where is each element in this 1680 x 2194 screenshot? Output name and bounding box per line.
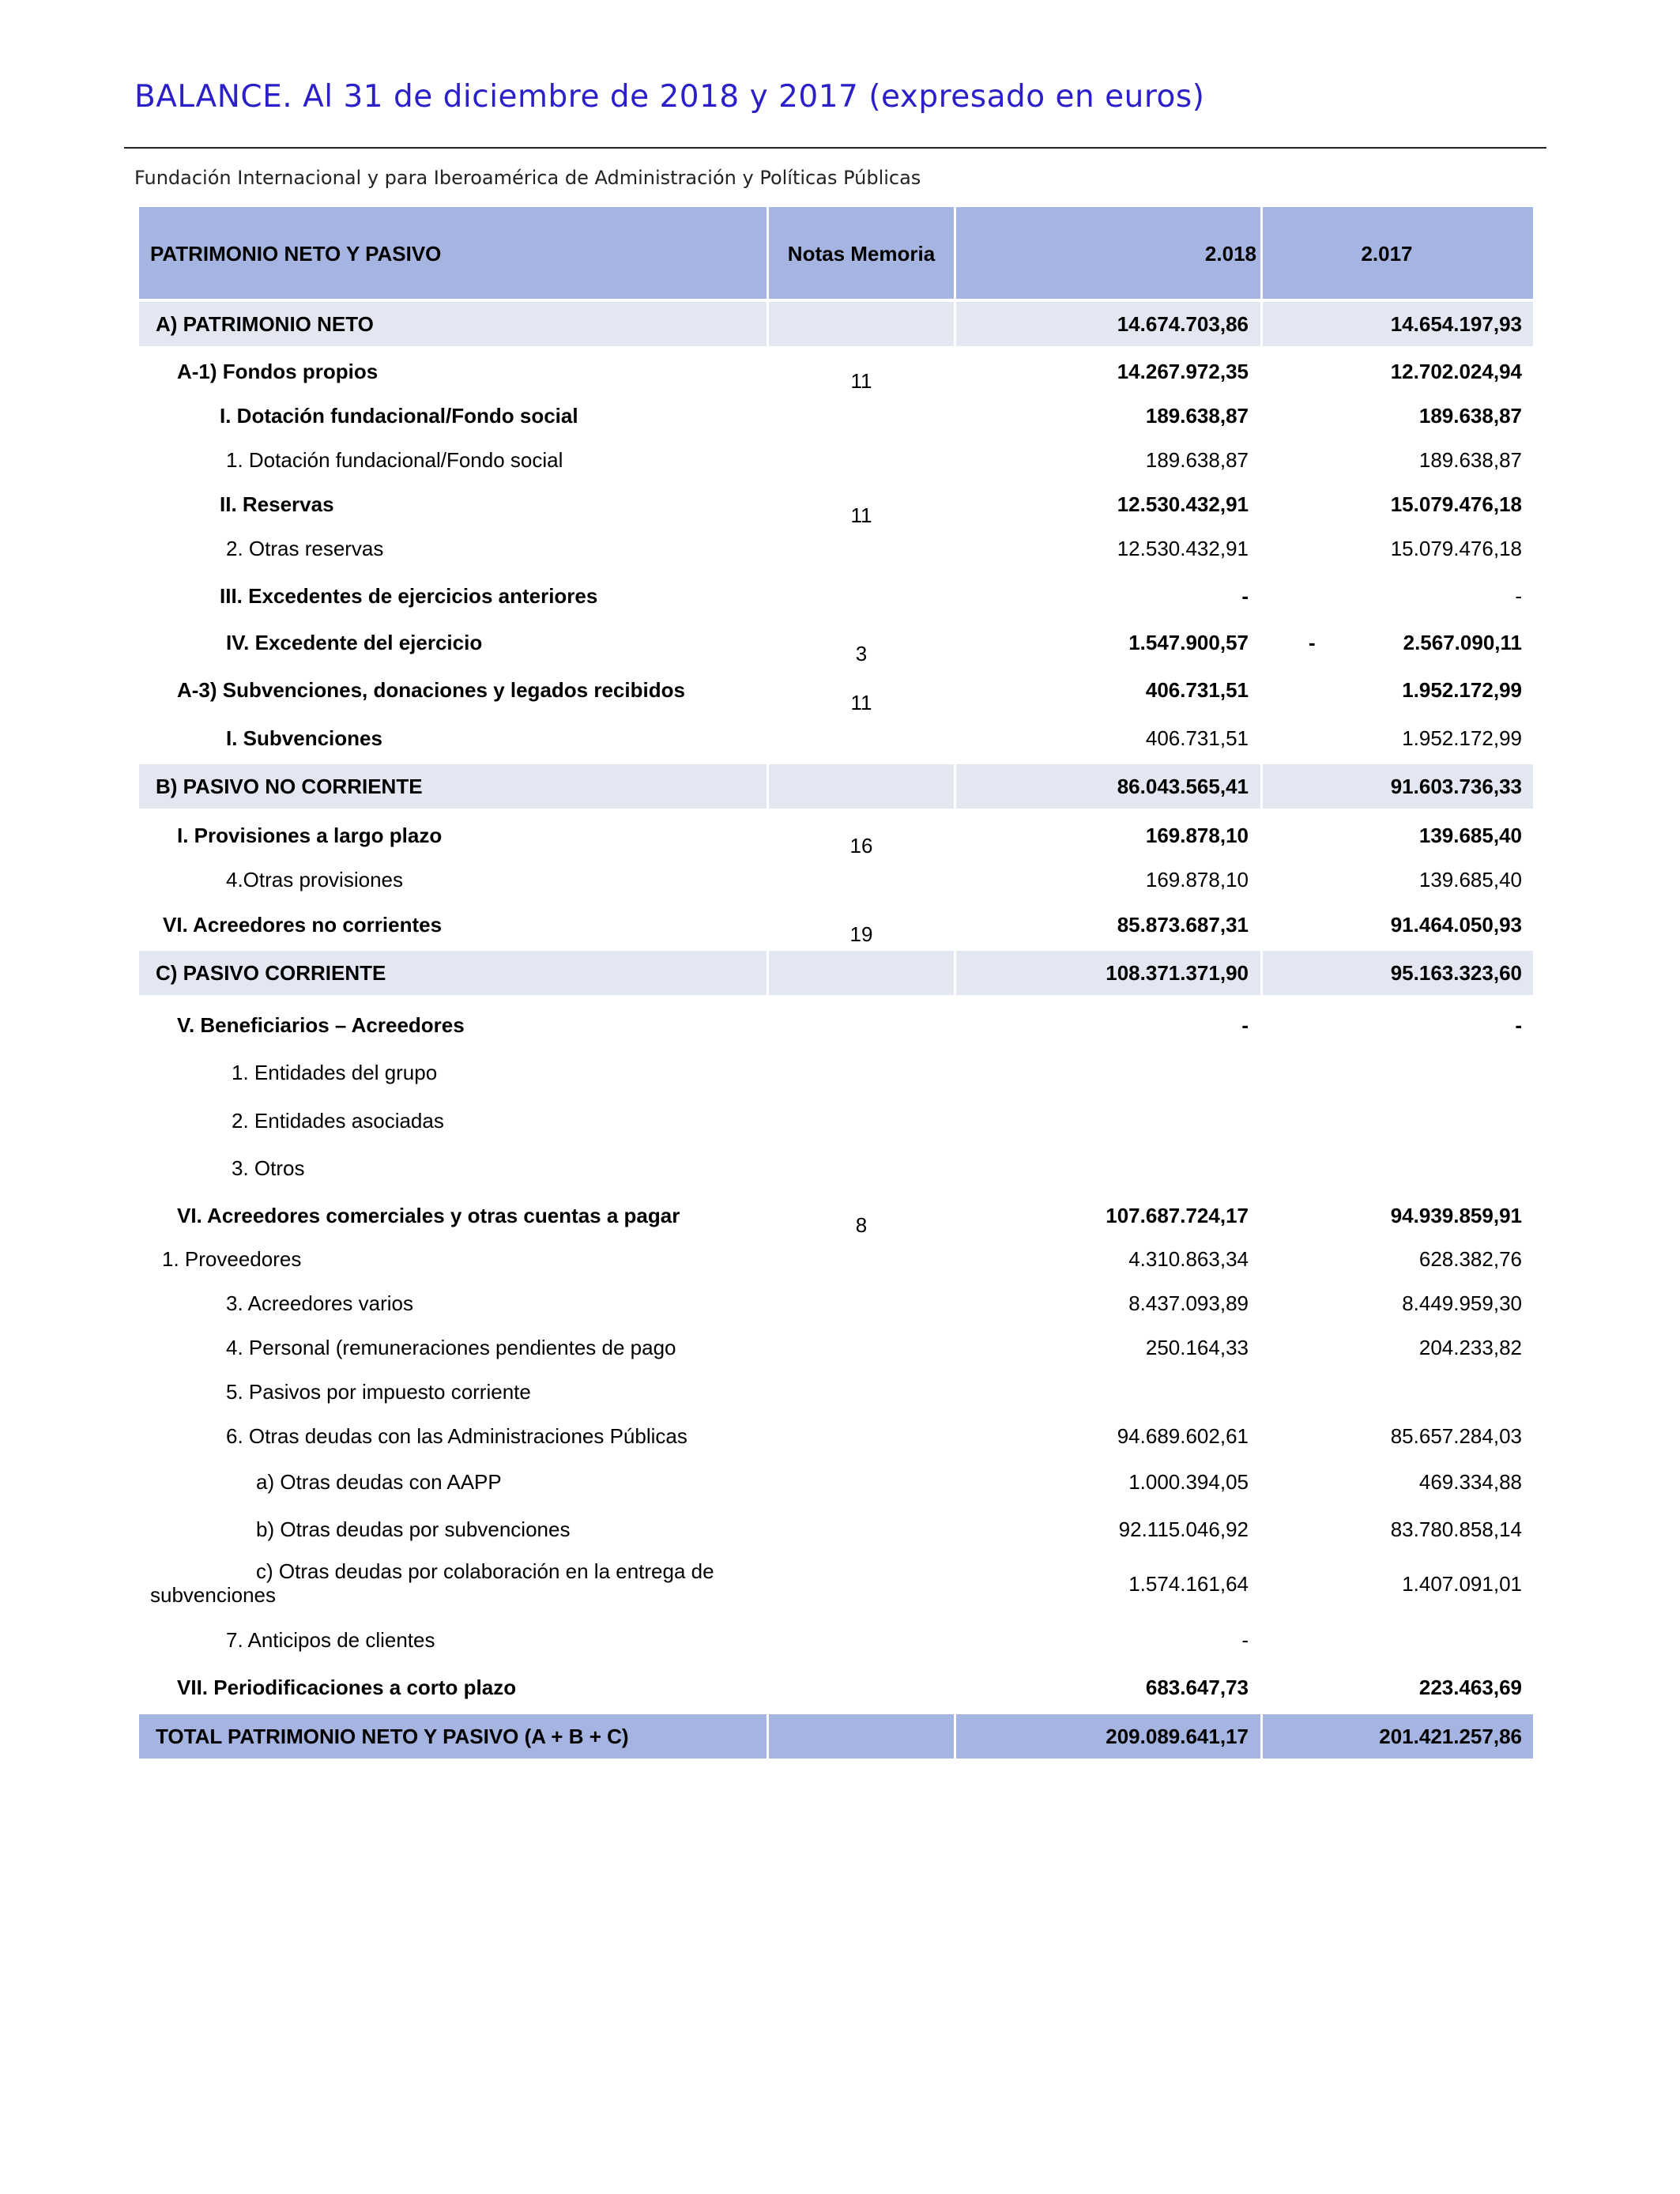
value-2018: 169.878,10: [1145, 868, 1249, 892]
table-row: [0, 951, 1680, 995]
row-label: 1. Entidades del grupo: [232, 1061, 438, 1084]
value-2018: 12.530.432,91: [1117, 537, 1249, 560]
row-label: V. Beneficiarios – Acreedores: [177, 1013, 465, 1037]
table-row: [0, 302, 1680, 346]
value-2018: 1.574.161,64: [1128, 1572, 1249, 1596]
row-label: VII. Periodificaciones a corto plazo: [177, 1676, 517, 1699]
value-2018: 12.530.432,91: [1117, 492, 1249, 516]
value-2017: 223.463,69: [1418, 1676, 1522, 1699]
row-label: IV. Excedente del ejercicio: [226, 631, 483, 654]
organization-name: Fundación Internacional y para Iberoamérica de Administración y Políticas Públicas: [134, 167, 921, 189]
value-2017: 201.421.257,86: [1379, 1725, 1522, 1748]
note-ref: 19: [849, 922, 873, 946]
table-row: [0, 764, 1680, 809]
value-2017: 95.163.323,60: [1390, 961, 1522, 985]
page-title: BALANCE. Al 31 de diciembre de 2018 y 2017 (expresado en euros): [134, 79, 1205, 115]
value-2017: 15.079.476,18: [1390, 537, 1522, 560]
row-label: 1. Dotación fundacional/Fondo social: [226, 448, 563, 472]
value-2017: 91.464.050,93: [1390, 913, 1522, 937]
value-2017: 139.685,40: [1418, 868, 1522, 892]
row-label: 1. Proveedores: [162, 1247, 302, 1271]
row-label: II. Reservas: [220, 492, 334, 516]
value-2017: 2.567.090,11: [1403, 631, 1522, 654]
row-label: I. Dotación fundacional/Fondo social: [220, 404, 578, 428]
row-label: 2. Otras reservas: [226, 537, 384, 560]
value-2017: 94.939.859,91: [1390, 1204, 1522, 1227]
value-2018: -: [1241, 1628, 1249, 1652]
value-2017: -: [1515, 584, 1522, 608]
value-2017: 628.382,76: [1418, 1247, 1522, 1271]
value-2017: -: [1515, 1013, 1522, 1037]
row-label: c) Otras deudas por colaboración en la entrega de: [256, 1559, 714, 1583]
value-2017: 189.638,87: [1418, 448, 1522, 472]
value-2018: 94.689.602,61: [1117, 1424, 1249, 1448]
row-label: A) PATRIMONIO NETO: [156, 312, 374, 336]
value-2018: 107.687.724,17: [1106, 1204, 1249, 1227]
row-label: b) Otras deudas por subvenciones: [256, 1517, 571, 1541]
total-row: [0, 1714, 1680, 1759]
value-2018: -: [1241, 1013, 1249, 1037]
header-notes: Notas Memoria: [787, 242, 936, 266]
value-2018: 8.437.093,89: [1128, 1291, 1249, 1315]
note-ref: 11: [850, 503, 872, 527]
value-2017: 12.702.024,94: [1390, 360, 1522, 383]
value-2017: 1.952.172,99: [1402, 678, 1522, 702]
note-ref: 16: [849, 834, 873, 858]
value-2018: 406.731,51: [1145, 726, 1249, 750]
value-2018: 4.310.863,34: [1128, 1247, 1249, 1271]
value-2018: 209.089.641,17: [1106, 1725, 1249, 1748]
value-2018: 108.371.371,90: [1106, 961, 1249, 985]
table-header: [0, 207, 1680, 299]
value-2017: 1.407.091,01: [1402, 1572, 1522, 1596]
value-2018: 92.115.046,92: [1118, 1517, 1249, 1541]
note-ref: 11: [850, 691, 872, 714]
note-ref: 11: [850, 369, 872, 393]
row-label: a) Otras deudas con AAPP: [256, 1470, 502, 1494]
value-2017: 189.638,87: [1418, 404, 1522, 428]
row-label: I. Subvenciones: [226, 726, 382, 750]
row-label: A-3) Subvenciones, donaciones y legados recibidos: [177, 678, 685, 702]
row-label: 4. Personal (remuneraciones pendientes de pago: [226, 1336, 676, 1359]
row-label: C) PASIVO CORRIENTE: [156, 961, 386, 985]
row-label: III. Excedentes de ejercicios anteriores: [220, 584, 598, 608]
row-label: 4.Otras provisiones: [226, 868, 403, 892]
value-2017: 139.685,40: [1418, 824, 1522, 847]
row-label: 3. Acreedores varios: [226, 1291, 414, 1315]
value-2018: -: [1241, 584, 1249, 608]
row-label: 3. Otros: [232, 1156, 305, 1180]
value-2017: 204.233,82: [1418, 1336, 1522, 1359]
row-label: 5. Pasivos por impuesto corriente: [226, 1380, 531, 1404]
value-2017: 85.657.284,03: [1390, 1424, 1522, 1448]
value-2018: 14.267.972,35: [1117, 360, 1249, 383]
negative-sign: -: [1309, 631, 1316, 654]
value-2017: 8.449.959,30: [1402, 1291, 1522, 1315]
row-label: VI. Acreedores comerciales y otras cuentas a pagar: [177, 1204, 680, 1227]
note-ref: 8: [855, 1213, 868, 1237]
value-2017: 91.603.736,33: [1390, 775, 1522, 798]
value-2018: 250.164,33: [1145, 1336, 1249, 1359]
header-year-2017: 2.017: [1361, 242, 1413, 266]
value-2018: 85.873.687,31: [1117, 913, 1249, 937]
value-2017: 469.334,88: [1418, 1470, 1522, 1494]
header-concept: PATRIMONIO NETO Y PASIVO: [150, 242, 442, 266]
header-year-2018: 2.018: [1204, 242, 1256, 266]
row-label: 7. Anticipos de clientes: [226, 1628, 435, 1652]
value-2017: 15.079.476,18: [1390, 492, 1522, 516]
value-2018: 169.878,10: [1145, 824, 1249, 847]
value-2017: 1.952.172,99: [1402, 726, 1522, 750]
row-label: 6. Otras deudas con las Administraciones Públicas: [226, 1424, 687, 1448]
value-2018: 86.043.565,41: [1117, 775, 1249, 798]
row-label: VI. Acreedores no corrientes: [163, 913, 443, 937]
row-label: TOTAL PATRIMONIO NETO Y PASIVO (A + B + C): [156, 1725, 629, 1748]
value-2018: 1.547.900,57: [1128, 631, 1249, 654]
row-label: A-1) Fondos propios: [177, 360, 379, 383]
row-label: B) PASIVO NO CORRIENTE: [156, 775, 423, 798]
value-2018: 189.638,87: [1145, 404, 1249, 428]
value-2017: 83.780.858,14: [1390, 1517, 1522, 1541]
value-2018: 189.638,87: [1145, 448, 1249, 472]
value-2018: 406.731,51: [1145, 678, 1249, 702]
row-label: 2. Entidades asociadas: [232, 1109, 444, 1133]
value-2018: 683.647,73: [1145, 1676, 1249, 1699]
value-2018: 1.000.394,05: [1128, 1470, 1249, 1494]
note-ref: 3: [855, 642, 868, 665]
row-label: I. Provisiones a largo plazo: [177, 824, 443, 847]
row-label-continuation: subvenciones: [150, 1583, 276, 1607]
value-2017: 14.654.197,93: [1390, 312, 1522, 336]
value-2018: 14.674.703,86: [1117, 312, 1249, 336]
